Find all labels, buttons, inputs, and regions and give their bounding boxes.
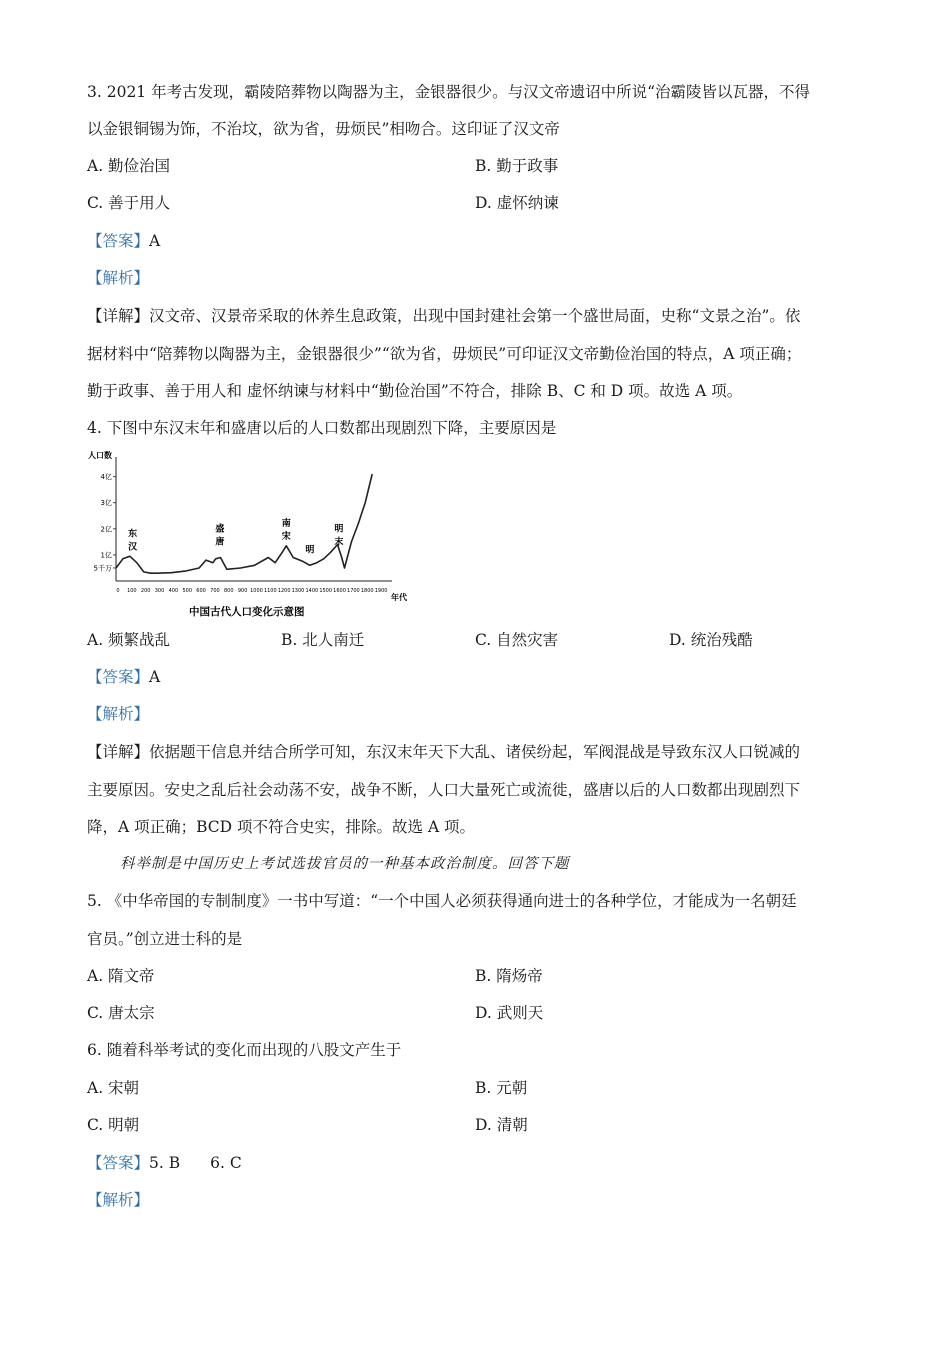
q3-stem-line1: 3. 2021 年考古发现，霸陵陪葬物以陶器为主，金银器很少。与汉文帝遗诏中所说“治霸陵皆以瓦器，不得 [87,83,811,101]
population-chart [86,449,416,621]
q4-answer-row [87,667,160,687]
q3-answer: A [149,232,161,250]
q4-answer: A [149,668,161,686]
period-annotation: 末 [334,537,344,548]
chart-y-ticks [94,472,116,572]
detail-tag: 【详解】 [87,307,150,325]
period-annotation: 南 [281,519,291,530]
x-tick-label: 700 [210,588,220,594]
x-tick-label: 1700 [347,588,360,594]
period-annotation: 宋 [281,532,291,543]
q3-detail-text1: 汉文帝、汉景帝采取的休养生息政策，出现中国封建社会第一个盛世局面，史称“文景之治”。依 [149,307,801,325]
x-tick-label: 100 [127,588,137,594]
q4-detail-line1 [87,742,800,762]
q4-detail-line3: 降，A 项正确；BCD 项不符合史实，排除。故选 A 项。 [87,818,476,836]
q56-analysis-row [87,1190,149,1210]
q3-answer-row [87,231,160,251]
q3-option-b: B. 勤于政事 [475,157,559,175]
x-tick-label: 900 [237,588,248,594]
chart-x-ticks [116,588,387,594]
q6-option-a: A. 宋朝 [87,1079,140,1097]
q4-analysis-row [87,704,149,724]
period-annotation: 唐 [215,537,225,548]
q5-option-d: D. 武则天 [475,1004,544,1022]
population-chart-svg [86,449,416,621]
period-annotation: 明 [334,524,344,535]
x-tick-label: 800 [223,588,234,594]
period-annotation: 汉 [128,542,138,553]
y-tick-label: 4亿 [100,473,112,482]
x-tick-label: 300 [154,588,165,594]
x-tick-label: 1200 [277,588,291,594]
answer-tag: 【答案】 [87,1154,150,1172]
detail-tag: 【详解】 [87,743,150,761]
period-annotation: 东 [128,529,138,540]
answer-tag: 【答案】 [87,668,150,686]
q4-option-b: B. 北人南迁 [281,631,365,649]
x-tick-label: 1900 [374,588,388,594]
analysis-tag: 【解析】 [87,1191,150,1209]
x-tick-label: 1300 [291,588,305,594]
period-annotation: 明 [305,545,315,556]
x-tick-label: 600 [196,588,206,594]
y-tick-label: 2亿 [100,525,112,534]
q6-option-b: B. 元朝 [475,1079,528,1097]
q4-detail-line2: 主要原因。安史之乱后社会动荡不安，战争不断，人口大量死亡或流徙，盛唐以后的人口数都出现剧烈下 [87,781,801,799]
chart-axes [116,457,392,581]
analysis-tag: 【解析】 [87,269,150,287]
q3-option-c: C. 善于用人 [87,194,171,212]
x-tick-label: 1400 [305,588,319,594]
x-tick-label: 500 [182,588,193,594]
q3-detail-line3: 勤于政事、善于用人和 虚怀纳谏与材料中“勤俭治国”不符合，排除 B、C 和 D 项。故选 A 项。 [87,382,743,400]
q6-stem: 6. 随着科举考试的变化而出现的八股文产生于 [87,1041,402,1059]
x-tick-label: 0 [116,588,120,594]
section-intro: 科举制是中国历史上考试选拔官员的一种基本政治制度。回答下题 [120,856,570,872]
q56-answer-row [87,1153,242,1173]
q6-option-d: D. 清朝 [475,1116,528,1134]
x-tick-label: 1800 [360,588,374,594]
q4-option-a: A. 频繁战乱 [87,631,171,649]
chart-y-label: 人口数 [88,451,112,460]
q4-option-c: C. 自然灾害 [475,631,559,649]
q5-option-c: C. 唐太宗 [87,1004,155,1022]
y-tick-label: 5千万 [93,564,112,573]
q3-detail-line1 [87,306,800,326]
q6-answer: 6. C [210,1154,242,1172]
x-tick-label: 1000 [250,588,263,594]
answer-tag: 【答案】 [87,232,150,250]
q3-option-a: A. 勤俭治国 [87,157,171,175]
chart-x-label: 年代 [391,593,407,602]
chart-annotations [128,517,343,555]
q6-option-c: C. 明朝 [87,1116,140,1134]
q5-stem-line2: 官员。”创立进士科的是 [87,930,243,948]
analysis-tag: 【解析】 [87,705,150,723]
q3-detail-line2: 据材料中“陪葬物以陶器为主，金银器很少”“欲为省，毋烦民”可印证汉文帝勤俭治国的特点，A 项正确； [87,345,802,363]
y-tick-label: 1亿 [100,551,112,560]
q3-analysis-row [87,268,149,288]
chart-title: 中国古代人口变化示意图 [189,606,305,618]
q5-option-a: A. 隋文帝 [87,967,155,985]
x-tick-label: 1100 [263,588,277,594]
q3-stem-line2: 以金银铜锡为饰，不治坟，欲为省，毋烦民”相吻合。这印证了汉文帝 [87,120,560,138]
q4-stem: 4. 下图中东汉末年和盛唐以后的人口数都出现剧烈下降，主要原因是 [87,419,557,437]
x-tick-label: 200 [140,588,151,594]
q5-option-b: B. 隋炀帝 [475,967,543,985]
x-tick-label: 400 [168,588,179,594]
period-annotation: 盛 [215,524,225,535]
q5-stem-line1: 5. 《中华帝国的专制制度》一书中写道：“一个中国人必须获得通向进士的各种学位，才能成为一名朝廷 [87,892,797,910]
y-tick-label: 3亿 [100,499,112,508]
q4-detail-text1: 依据题干信息并结合所学可知，东汉末年天下大乱、诸侯纷起，军阀混战是导致东汉人口锐减的 [149,743,801,761]
q4-option-d: D. 统治残酷 [669,631,753,649]
x-tick-label: 1600 [333,588,346,594]
q3-option-d: D. 虚怀纳谏 [475,194,559,212]
x-tick-label: 1500 [319,588,333,594]
q5-answer: 5. B [149,1154,181,1172]
